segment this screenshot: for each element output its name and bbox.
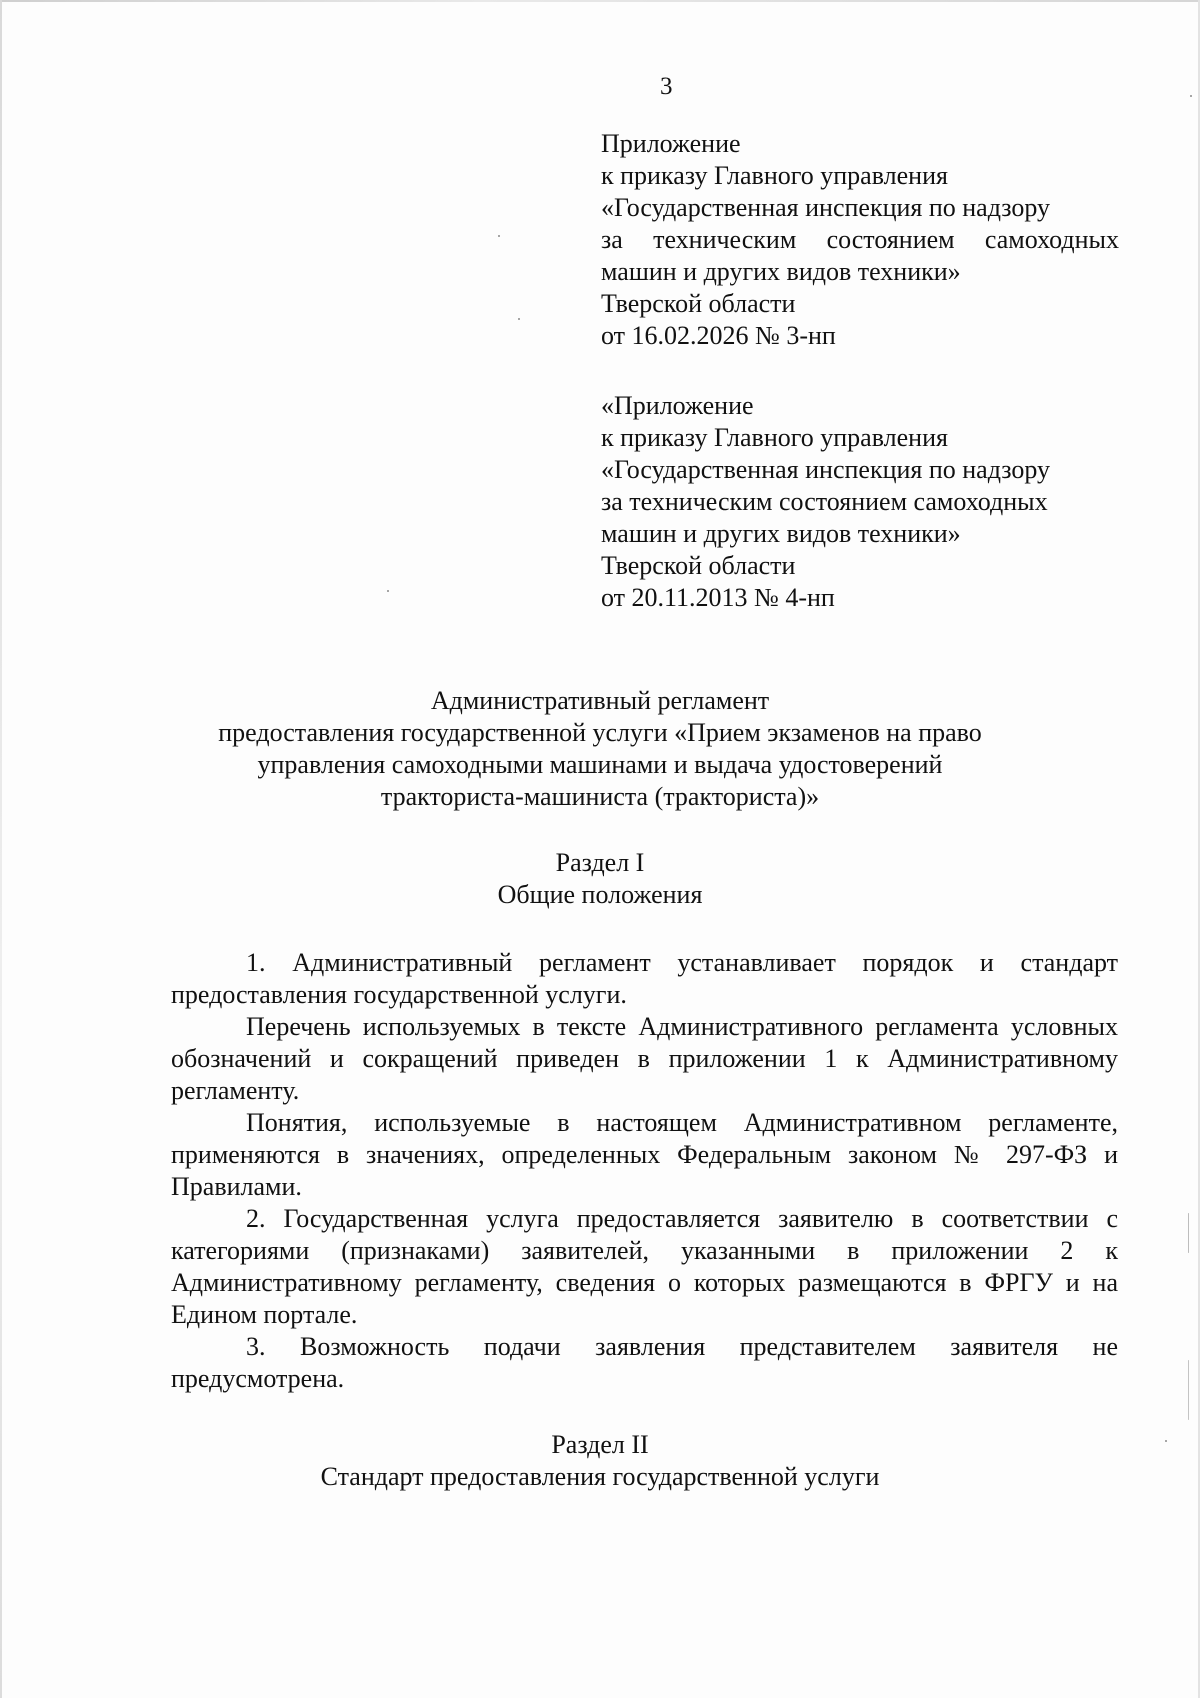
section-heading: Раздел II — [551, 1430, 649, 1459]
scan-speck — [387, 590, 389, 592]
approval-block-current — [601, 128, 1121, 352]
approval-word: самоходных — [984, 225, 1119, 254]
scan-speck — [1188, 1360, 1189, 1420]
paragraph: Понятия, используемые в настоящем Административном регламенте, применяются в значениях, определенных Федеральным законом № 297-ФЗ и Правилами. — [171, 1108, 1118, 1201]
approval-line: «Государственная инспекция по надзору — [601, 455, 1051, 484]
approval-line: за техническим состоянием самоходных — [601, 487, 1048, 516]
approval-line: к приказу Главного управления — [601, 161, 948, 190]
document-title — [0, 685, 1200, 813]
approval-date: от 16.02.2026 № 3-нп — [601, 321, 836, 350]
title-line: предоставления государственной услуги «Прием экзаменов на право — [218, 718, 982, 747]
title-line: тракториста-машиниста (тракториста)» — [380, 782, 820, 811]
scan-speck — [498, 235, 500, 237]
approval-word: техническим — [653, 225, 797, 254]
scan-speck — [1188, 1213, 1189, 1253]
approval-line: «Приложение — [601, 391, 754, 420]
title-line: управления самоходными машинами и выдача удостоверений — [257, 750, 943, 779]
section-heading: Раздел I — [555, 848, 645, 877]
section-1-body — [171, 947, 1118, 1395]
section-1-heading — [0, 847, 1200, 911]
paragraph: 3. Возможность подачи заявления представителем заявителя не предусмотрена. — [171, 1332, 1118, 1393]
approval-line: Приложение — [601, 129, 741, 158]
paragraph: Перечень используемых в тексте Административного регламента условных обозначений и сокращений приведен в приложении 1 к Административному регламенту. — [171, 1012, 1118, 1105]
approval-line: к приказу Главного управления — [601, 423, 948, 452]
section-2-heading — [0, 1429, 1200, 1493]
approval-line: машин и других видов техники» — [601, 519, 961, 548]
approval-block-original — [601, 390, 1121, 614]
scan-edge — [0, 0, 1200, 2]
section-subheading: Стандарт предоставления государственной услуги — [320, 1462, 880, 1491]
approval-line: «Государственная инспекция по надзору — [601, 193, 1051, 222]
paragraph: 2. Государственная услуга предоставляется заявителю в соответствии с категориями (признаками) заявителей, указанными в приложении 2 к Административному регламенту, сведения о которых размещаются в ФРГУ и на Едином портале. — [171, 1204, 1118, 1329]
approval-line: Тверской области — [601, 289, 796, 318]
approval-line-justified — [601, 224, 1119, 256]
scan-speck — [1190, 95, 1192, 97]
paragraph: 1. Административный регламент устанавливает порядок и стандарт предоставления государственной услуги. — [171, 948, 1118, 1009]
section-subheading: Общие положения — [497, 880, 703, 909]
title-line: Административный регламент — [430, 686, 770, 715]
approval-line: машин и других видов техники» — [601, 257, 961, 286]
approval-date: от 20.11.2013 № 4-нп — [601, 583, 835, 612]
scan-speck — [518, 318, 520, 320]
approval-word: состоянием — [826, 225, 955, 254]
approval-line: Тверской области — [601, 551, 796, 580]
page-number: 3 — [660, 73, 673, 100]
approval-word: за — [601, 225, 623, 254]
